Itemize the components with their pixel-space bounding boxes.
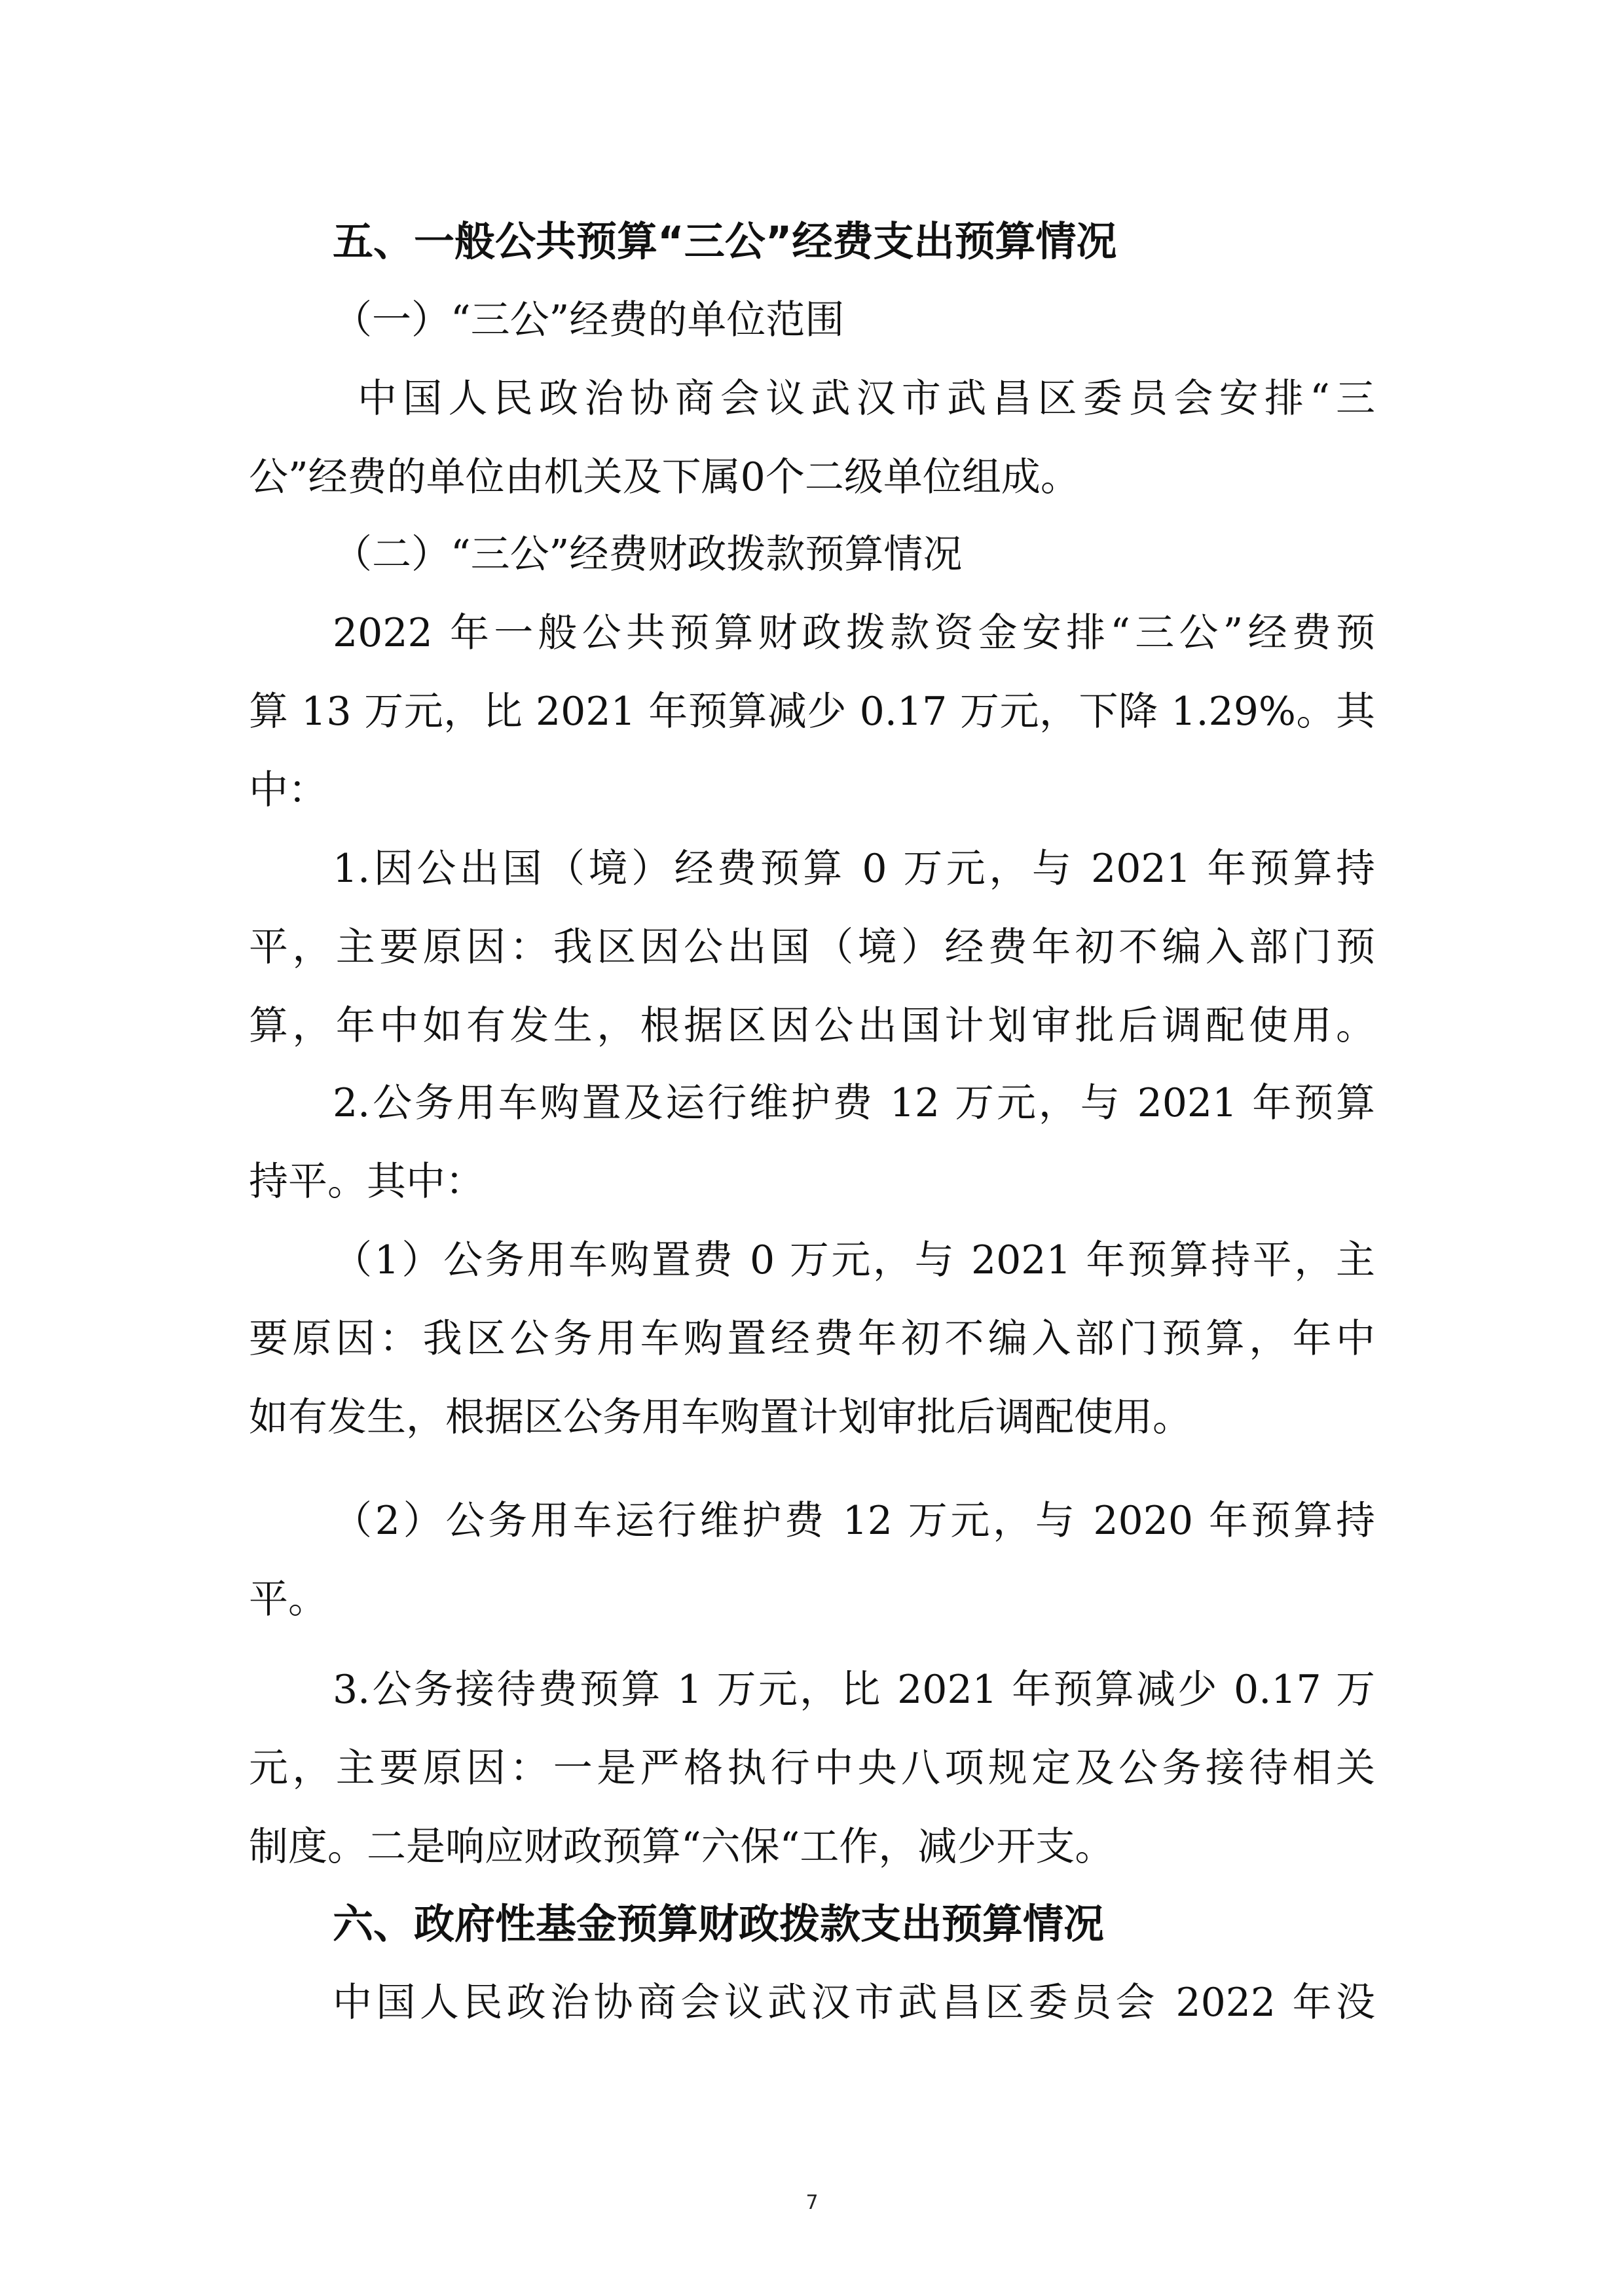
paragraph-line: 平，主要原因：我区因公出国（境）经费年初不编入部门预 bbox=[249, 924, 1375, 970]
paragraph-line: 公”经费的单位由机关及下属0个二级单位组成。 bbox=[249, 454, 1080, 500]
paragraph-line: （1）公务用车购置费 0 万元，与 2021 年预算持平，主 bbox=[333, 1237, 1375, 1283]
paragraph-line: 中国人民政治协商会议武汉市武昌区委员会安排“三 bbox=[358, 376, 1375, 422]
paragraph-line: （2）公务用车运行维护费 12 万元，与 2020 年预算持 bbox=[333, 1498, 1375, 1544]
section-6-heading: 六、政府性基金预算财政拨款支出预算情况 bbox=[333, 1900, 1105, 1948]
paragraph-line: 平。 bbox=[249, 1576, 327, 1622]
subsection-2-title: （二）“三公”经费财政拨款预算情况 bbox=[333, 532, 963, 577]
subsection-1-title: （一）“三公”经费的单位范围 bbox=[333, 297, 845, 343]
paragraph-line: 3.公务接待费预算 1 万元，比 2021 年预算减少 0.17 万 bbox=[333, 1667, 1375, 1713]
paragraph-line: 2022 年一般公共预算财政拨款资金安排“三公”经费预 bbox=[333, 610, 1375, 656]
paragraph-line: 持平。其中： bbox=[249, 1159, 485, 1205]
paragraph-line: 中： bbox=[249, 767, 327, 813]
paragraph-line: 1.因公出国（境）经费预算 0 万元，与 2021 年预算持 bbox=[333, 846, 1375, 892]
paragraph-line: 2.公务用车购置及运行维护费 12 万元，与 2021 年预算 bbox=[333, 1080, 1375, 1126]
paragraph-line: 元，主要原因：一是严格执行中央八项规定及公务接待相关 bbox=[249, 1745, 1375, 1791]
paragraph-line: 中国人民政治协商会议武汉市武昌区委员会 2022 年没 bbox=[333, 1980, 1375, 2026]
section-5-heading: 五、一般公共预算“三公”经费支出预算情况 bbox=[333, 217, 1117, 265]
paragraph-line: 要原因：我区公务用车购置经费年初不编入部门预算，年中 bbox=[249, 1316, 1375, 1362]
paragraph-line: 算，年中如有发生，根据区因公出国计划审批后调配使用。 bbox=[249, 1003, 1375, 1049]
page-number: 7 bbox=[805, 2191, 819, 2214]
paragraph-line: 制度。二是响应财政预算“六保“工作，减少开支。 bbox=[249, 1824, 1115, 1870]
paragraph-line: 算 13 万元，比 2021 年预算减少 0.17 万元，下降 1.29%。其 bbox=[249, 689, 1375, 735]
paragraph-line: 如有发生，根据区公务用车购置计划审批后调配使用。 bbox=[249, 1394, 1192, 1440]
